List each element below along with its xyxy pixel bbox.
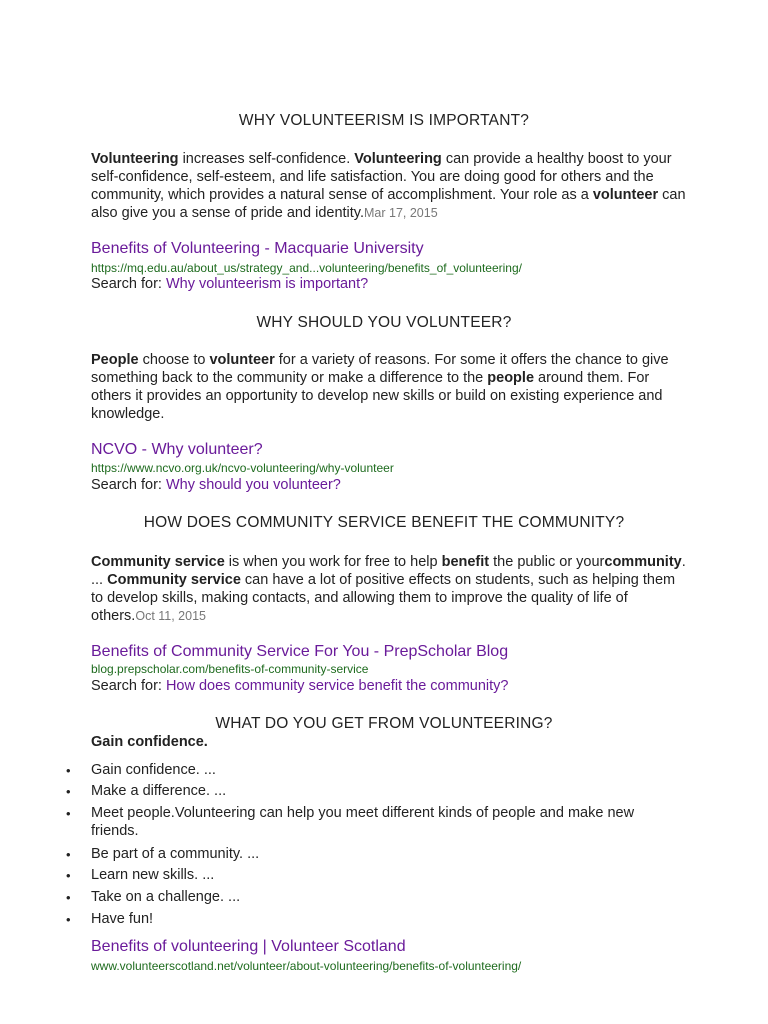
text: can also give you a sense of pride and identity.	[91, 187, 686, 221]
list-item: Be part of a community. ...	[91, 846, 260, 862]
list-item: Gain confidence. ...	[91, 762, 216, 778]
search-query-link[interactable]: Why volunteerism is important?	[165, 276, 369, 292]
bullet-icon: •	[66, 912, 71, 927]
text: can have a lot of positive effects on students, such as helping them to develop skills, making contacts, and allowing them to improve the quality of life of others.	[91, 572, 676, 624]
bullet-icon: •	[66, 784, 71, 799]
date-label: Oct 11, 2015	[135, 609, 206, 623]
featured-subheading: Gain confidence.	[91, 734, 208, 750]
bold-term: Volunteering	[91, 151, 179, 167]
search-query-link[interactable]: Why should you volunteer?	[165, 477, 341, 493]
text: is when you work for free to help	[224, 554, 442, 570]
section-heading: WHY VOLUNTEERISM IS IMPORTANT?	[238, 112, 530, 129]
result-link[interactable]: Benefits of Community Service For You - PrepScholar Blog	[91, 643, 509, 660]
search-for	[91, 678, 508, 694]
bullet-icon: •	[66, 763, 71, 778]
result-url[interactable]: blog.prepscholar.com/benefits-of-community-service	[91, 662, 369, 676]
result-link[interactable]: NCVO - Why volunteer?	[91, 441, 263, 458]
date-label: Mar 17, 2015	[364, 206, 438, 220]
list-item: Make a difference. ...	[91, 783, 227, 799]
section-heading: WHY SHOULD YOU VOLUNTEER?	[256, 314, 512, 331]
text: choose to	[138, 352, 210, 368]
bullet-icon: •	[66, 890, 71, 905]
bullet-icon: •	[66, 806, 71, 821]
text: . ...	[91, 554, 686, 588]
bold-term: Community service	[107, 572, 241, 588]
section-heading: HOW DOES COMMUNITY SERVICE BENEFIT THE COMMUNITY?	[143, 514, 625, 531]
text: the public or your	[489, 554, 605, 570]
search-for	[91, 477, 341, 493]
list-item: Meet people.Volunteering can help you meet different kinds of people and make new friends.	[91, 805, 635, 839]
bold-term: community	[604, 554, 682, 570]
search-for-label: Search for:	[91, 678, 166, 694]
result-url[interactable]: https://www.ncvo.org.uk/ncvo-volunteering/why-volunteer	[91, 461, 394, 475]
result-link[interactable]: Benefits of Volunteering - Macquarie University	[91, 240, 424, 257]
search-for-label: Search for:	[91, 276, 166, 292]
search-for	[91, 276, 368, 292]
bold-term: benefit	[441, 554, 490, 570]
bullet-icon: •	[66, 847, 71, 862]
answer-paragraph	[91, 150, 691, 222]
result-link[interactable]: Benefits of volunteering | Volunteer Scotland	[91, 938, 406, 955]
bullet-icon: •	[66, 868, 71, 883]
bold-term: People	[91, 352, 139, 368]
section-heading: WHAT DO YOU GET FROM VOLUNTEERING?	[215, 715, 553, 732]
result-url[interactable]: www.volunteerscotland.net/volunteer/about-volunteering/benefits-of-volunteering/	[91, 959, 522, 973]
list-item: Have fun!	[91, 911, 154, 927]
bold-term: Volunteering	[354, 151, 442, 167]
text: for a variety of reasons. For some it offers the chance to give something back to the community or make a difference to the	[91, 352, 669, 386]
list-item: Learn new skills. ...	[91, 867, 215, 883]
answer-paragraph	[91, 351, 691, 423]
bold-term: volunteer	[592, 187, 659, 203]
bold-term: Community service	[91, 554, 225, 570]
result-url[interactable]: https://mq.edu.au/about_us/strategy_and...volunteering/benefits_of_volunteering/	[91, 261, 522, 275]
answer-paragraph	[91, 553, 691, 625]
list-item: Take on a challenge. ...	[91, 889, 241, 905]
text: can provide a healthy boost to your self-confidence, self-esteem, and life satisfaction. You are doing good for others and the community, which provides a natural sense of accomplishment. Your role as a	[91, 151, 672, 203]
search-for-label: Search for:	[91, 477, 166, 493]
text: around them. For others it provides an opportunity to develop new skills or build on existing experience and knowledge.	[91, 370, 663, 422]
text: increases self-confidence.	[178, 151, 355, 167]
bold-term: people	[487, 370, 535, 386]
bold-term: volunteer	[209, 352, 275, 368]
search-query-link[interactable]: How does community service benefit the community?	[165, 678, 509, 694]
